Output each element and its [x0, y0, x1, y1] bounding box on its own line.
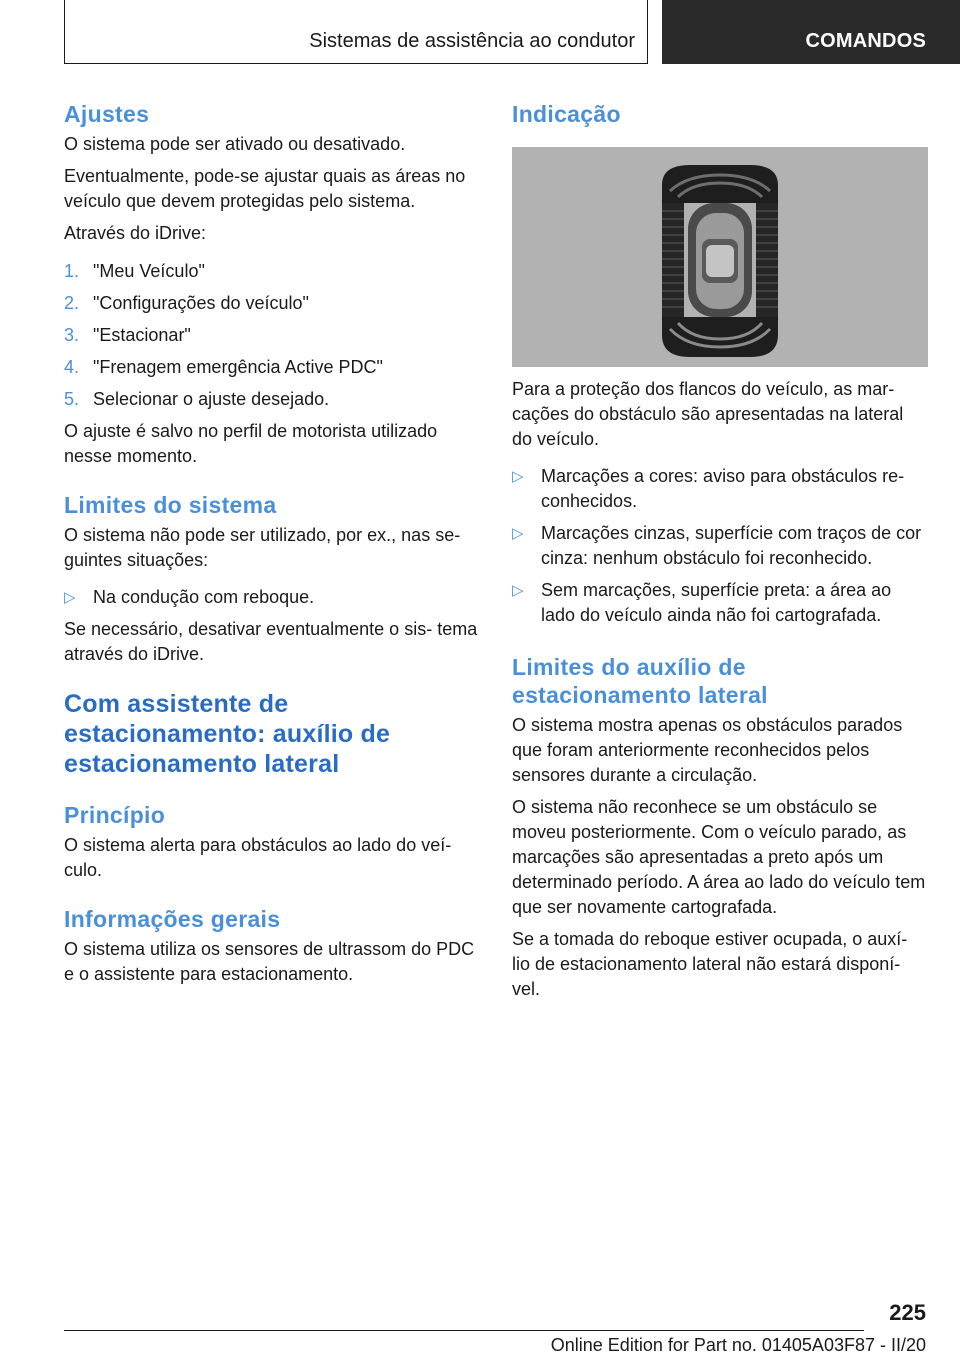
step-text: Selecionar o ajuste desejado. — [93, 389, 330, 409]
paragraph: O sistema pode ser ativado ou desativado. — [64, 134, 406, 154]
paragraph: Para a proteção dos flancos do veículo, as mar‐ cações do obstáculo são apresentadas na lateral do veículo. — [512, 379, 904, 449]
paragraph: O sistema não reconhece se um obstáculo se moveu posteriormente. Com o veículo parado, as marcações são apresentadas a preto após um determinado período. A área ao lado do veículo tem que ser novamente cartografada. — [512, 797, 926, 917]
heading-principio: Princípio — [64, 802, 166, 828]
heading-limites-auxilio: Limites do auxílio de estacionamento lateral — [512, 654, 768, 708]
list-item — [64, 387, 480, 412]
step-text: "Frenagem emergência Active PDC" — [93, 357, 383, 377]
chapter-title: COMANDOS — [805, 30, 926, 52]
paragraph: Através do iDrive: — [64, 223, 207, 243]
list-item — [64, 585, 480, 610]
step-number: 4. — [64, 357, 80, 377]
heading-limites-sistema: Limites do sistema — [64, 492, 277, 518]
step-number: 5. — [64, 389, 80, 409]
footer-divider — [64, 1330, 864, 1331]
bullet-text: Sem marcações, superfície preta: a área ao lado do veículo ainda não foi cartografada. — [541, 580, 892, 625]
step-number: 2. — [64, 293, 80, 313]
triangle-bullet-icon: ▷ — [512, 468, 524, 485]
right-column — [512, 100, 928, 1002]
list-item — [64, 323, 480, 348]
header-chapter-box — [662, 0, 960, 64]
bullet-list — [64, 585, 480, 610]
list-item — [512, 521, 928, 571]
page-number: 225 — [889, 1300, 926, 1325]
steps-list — [64, 259, 480, 412]
paragraph: O sistema utiliza os sensores de ultrassom do PDC e o assistente para estacionamento. — [64, 939, 475, 984]
paragraph: Se a tomada do reboque estiver ocupada, o auxí‐ lio de estacionamento lateral não estará disponí‐ vel. — [512, 929, 908, 999]
heading-section: Com assistente de estacionamento: auxílio de estacionamento lateral — [64, 690, 391, 778]
paragraph: O sistema mostra apenas os obstáculos parados que foram anteriormente reconhecidos pelos sensores durante a circulação. — [512, 715, 903, 785]
list-item — [512, 464, 928, 514]
triangle-bullet-icon: ▷ — [512, 525, 524, 542]
paragraph: Eventualmente, pode-se ajustar quais as áreas no veículo que devem protegidas pelo sistema. — [64, 166, 466, 211]
heading-indicacao: Indicação — [512, 101, 621, 127]
list-item — [64, 291, 480, 316]
list-item — [64, 259, 480, 284]
paragraph: O ajuste é salvo no perfil de motorista utilizado nesse momento. — [64, 421, 438, 466]
step-text: "Meu Veículo" — [93, 261, 205, 281]
list-item — [64, 355, 480, 380]
section-title: Sistemas de assistência ao condutor — [309, 30, 635, 52]
bullet-text: Marcações a cores: aviso para obstáculos re‐ conhecidos. — [541, 466, 905, 511]
step-number: 1. — [64, 261, 80, 281]
header-section-box — [64, 0, 648, 64]
bullet-text: Marcações cinzas, superfície com traços de cor cinza: nenhum obstáculo foi reconhecido. — [541, 523, 922, 568]
heading-informacoes-gerais: Informações gerais — [64, 906, 281, 932]
heading-ajustes: Ajustes — [64, 101, 150, 127]
parking-view-figure — [512, 147, 928, 367]
bullet-list — [512, 464, 928, 628]
left-column — [64, 100, 480, 987]
step-number: 3. — [64, 325, 80, 345]
footer-edition: Online Edition for Part no. 01405A03F87 - II/20 — [550, 1335, 926, 1355]
triangle-bullet-icon: ▷ — [512, 582, 524, 599]
paragraph: O sistema não pode ser utilizado, por ex., nas se‐ guintes situações: — [64, 525, 461, 570]
paragraph: Se necessário, desativar eventualmente o sis‐ tema através do iDrive. — [64, 619, 478, 664]
step-text: "Configurações do veículo" — [93, 293, 309, 313]
step-text: "Estacionar" — [93, 325, 191, 345]
triangle-bullet-icon: ▷ — [64, 589, 76, 606]
paragraph: O sistema alerta para obstáculos ao lado do veí‐ culo. — [64, 835, 452, 880]
car-top-view-icon — [512, 147, 928, 367]
list-item — [512, 578, 928, 628]
bullet-text: Na condução com reboque. — [93, 587, 315, 607]
